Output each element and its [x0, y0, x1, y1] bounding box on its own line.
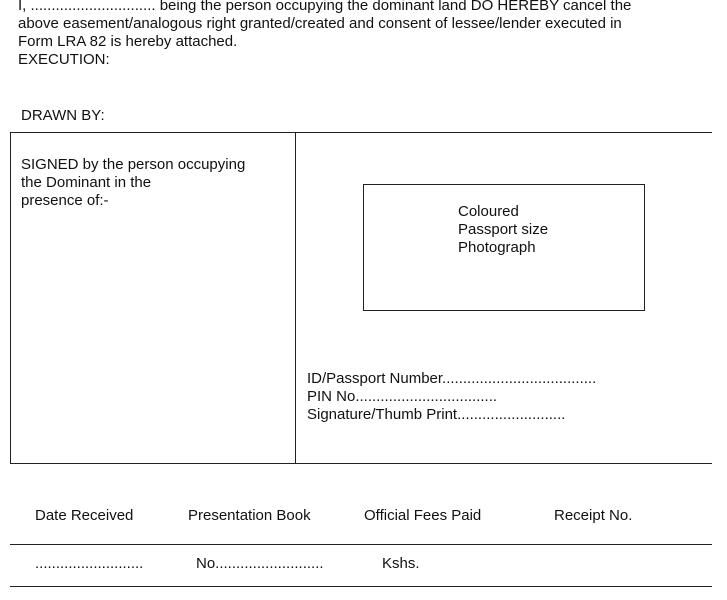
photograph-label [458, 203, 548, 257]
id-passport-number-field[interactable]: ID/Passport Number..................................... [307, 370, 597, 387]
date-received-value[interactable]: .......................... [35, 555, 144, 572]
statement-line: Form LRA 82 is hereby attached. [18, 33, 238, 50]
date-received-header: Date Received [35, 507, 134, 524]
photograph-label-line: Photograph [458, 239, 536, 256]
registry-rule-bottom [10, 586, 712, 587]
execution-heading: EXECUTION: [18, 51, 110, 68]
photograph-label-line: Passport size [458, 221, 549, 238]
presentation-book-value[interactable]: No.......................... [196, 555, 324, 572]
execution-box-divider [295, 132, 296, 464]
statement-line: above easement/analogous right granted/created and consent of lessee/lender executed in [18, 15, 622, 32]
drawn-by-label: DRAWN BY: [21, 107, 105, 124]
signed-by-line: the Dominant in the [21, 174, 152, 191]
cancellation-statement [18, 0, 708, 69]
registry-rule-top [10, 544, 712, 545]
statement-line: I, .............................. being the person occupying the dominant land DO HEREBY cancel the [18, 0, 632, 14]
official-fees-paid-header: Official Fees Paid [364, 507, 482, 524]
presentation-book-header: Presentation Book [188, 507, 311, 524]
photograph-label-line: Coloured [458, 203, 519, 220]
official-fees-paid-value[interactable]: Kshs. [382, 555, 420, 572]
receipt-number-header: Receipt No. [554, 507, 633, 524]
pin-number-field[interactable]: PIN No.................................. [307, 388, 498, 405]
signed-by-line: SIGNED by the person occupying [21, 156, 246, 173]
signature-thumb-print-field[interactable]: Signature/Thumb Print.......................... [307, 406, 566, 423]
signed-by-line: presence of:- [21, 192, 109, 209]
signed-by-block [21, 156, 245, 210]
identification-fields [307, 370, 596, 424]
